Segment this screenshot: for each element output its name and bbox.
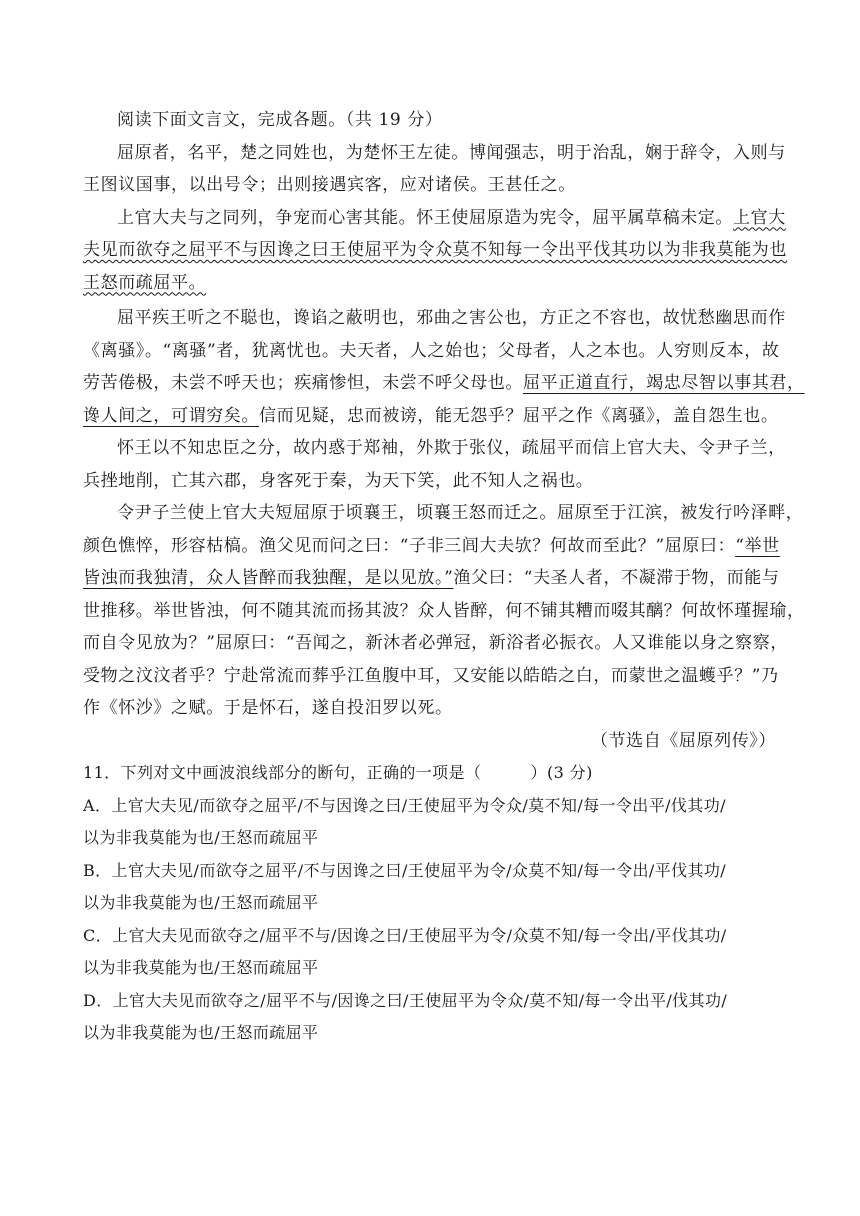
paragraph-5-line-3 — [83, 562, 780, 595]
paragraph-5-line-5: 而自令见放为？”屈原曰：“吾闻之，新沐者必弹冠，新浴者必振衣。人又谁能以身之察察， — [83, 633, 788, 653]
underlined-text: 皆浊而我独清，众人皆醉而我独醒，是以见放。” — [83, 568, 454, 588]
paragraph-3-line-3 — [83, 367, 805, 400]
question-stem: 11．下列对文中画波浪线部分的断句，正确的一项是（ ）(3 分) — [83, 763, 593, 782]
passage-source: （节选自《屈原列传》） — [590, 730, 776, 751]
paragraph-3-line-4 — [83, 400, 780, 433]
underlined-text: 屈平正道直行，竭忠尽智以事其君， — [523, 373, 805, 393]
wavy-underlined-text: 王怒而疏屈平。 — [83, 272, 207, 293]
paragraph-2-line-1 — [83, 202, 786, 235]
paragraph-2-line-2 — [83, 234, 787, 267]
passage-intro: 阅读下面文言文，完成各题。（共 19 分） — [117, 110, 443, 130]
option-a-line-1: A．上官大夫见/而欲夺之屈平/不与因谗之曰/王使屈平为令众/莫不知/每一令出平/伐其功/ — [83, 795, 726, 815]
option-c-line-1: C．上官大夫见而欲夺之/屈平不与/因谗之曰/王使屈平为令/众莫不知/每一令出/平伐其功/ — [83, 925, 727, 945]
paragraph-3-line-2: 《离骚》。“离骚”者，犹离忧也。夫天者，人之始也；父母者，人之本也。人穷则反本，故 — [83, 340, 780, 361]
paragraph-1-line-2: 王图议国事，以出号令；出则接遇宾客，应对诸侯。王甚任之。 — [83, 175, 576, 195]
option-b-line-1: B．上官大夫见/而欲夺之屈平/不与因谗之曰/王使屈平为令/众莫不知/每一令出/平伐其功/ — [83, 860, 727, 880]
paragraph-4-line-2: 兵挫地削，亡其六郡，身客死于秦，为天下笑，此不知人之祸也。 — [83, 470, 594, 491]
wavy-underlined-text: 夫见而欲夺之屈平不与因谗之曰王使屈平为令众莫不知每一令出平伐其功以为非我莫能为也 — [83, 240, 787, 260]
paragraph-3-line-1: 屈平疾王听之不聪也，谗谄之蔽明也，邪曲之害公也，方正之不容也，故忧愁幽思而作 — [117, 308, 786, 328]
paragraph-5-line-6: 受物之汶汶者乎？宁赴常流而葬乎江鱼腹中耳，又安能以皓皓之白，而蒙世之温蠖乎？”乃 — [83, 665, 779, 686]
option-b-line-2: 以为非我莫能为也/王怒而疏屈平 — [83, 893, 319, 912]
underlined-text: 谗人间之，可谓穷矣。 — [83, 405, 259, 426]
paragraph-5-line-1: 令尹子兰使上官大夫短屈原于顷襄王，顷襄王怒而迁之。屈原至于江滨，被发行吟泽畔， — [117, 503, 804, 523]
option-d-line-2: 以为非我莫能为也/王怒而疏屈平 — [83, 1023, 319, 1042]
paragraph-5-text: 颜色憔悴，形容枯槁。渔父见而问之曰：“子非三闾大夫欤？何故而至此？”屈原曰： — [83, 535, 736, 556]
paragraph-5-line-4: 世推移。举世皆浊，何不随其流而扬其波？众人皆醉，何不铺其糟而啜其醨？何故怀瑾握瑜， — [83, 600, 805, 621]
paragraph-5-line-7: 作《怀沙》之赋。于是怀石，遂自投汨罗以死。 — [83, 698, 453, 718]
paragraph-1-line-1: 屈原者，名平，楚之同姓也，为楚怀王左徒。博闻强志，明于治乱，娴于辞令，入则与 — [117, 142, 786, 163]
paragraph-3-text: 劳苦倦极，未尝不呼天也；疾痛惨怛，未尝不呼父母也。 — [83, 373, 523, 393]
option-c-line-2: 以为非我莫能为也/王怒而疏屈平 — [83, 958, 319, 977]
option-d-line-1: D．上官大夫见而欲夺之/屈平不与/因谗之曰/王使屈平为令众/莫不知/每一令出平/伐其功/ — [83, 990, 728, 1010]
paragraph-2-text: 上官大夫与之同列，争宠而心害其能。怀王使屈原造为宪令，屈平属草稿未定。 — [117, 207, 733, 228]
underlined-text: “举世 — [735, 535, 780, 556]
option-a-line-2: 以为非我莫能为也/王怒而疏屈平 — [83, 828, 319, 847]
paragraph-5-text: 渔父曰：“夫圣人者，不凝滞于物，而能与 — [453, 568, 780, 588]
paragraph-3-text: 信而见疑，忠而被谤，能无怨乎？屈平之作《离骚》，盖自怨生也。 — [259, 405, 779, 426]
wavy-underlined-text: 上官大 — [733, 207, 786, 228]
paragraph-5-line-2 — [83, 530, 780, 563]
paragraph-2-line-3 — [83, 267, 780, 300]
paragraph-4-line-1: 怀王以不知忠臣之分，故内惑于郑袖，外欺于张仪，疏屈平而信上官大夫、令尹子兰， — [117, 438, 786, 458]
